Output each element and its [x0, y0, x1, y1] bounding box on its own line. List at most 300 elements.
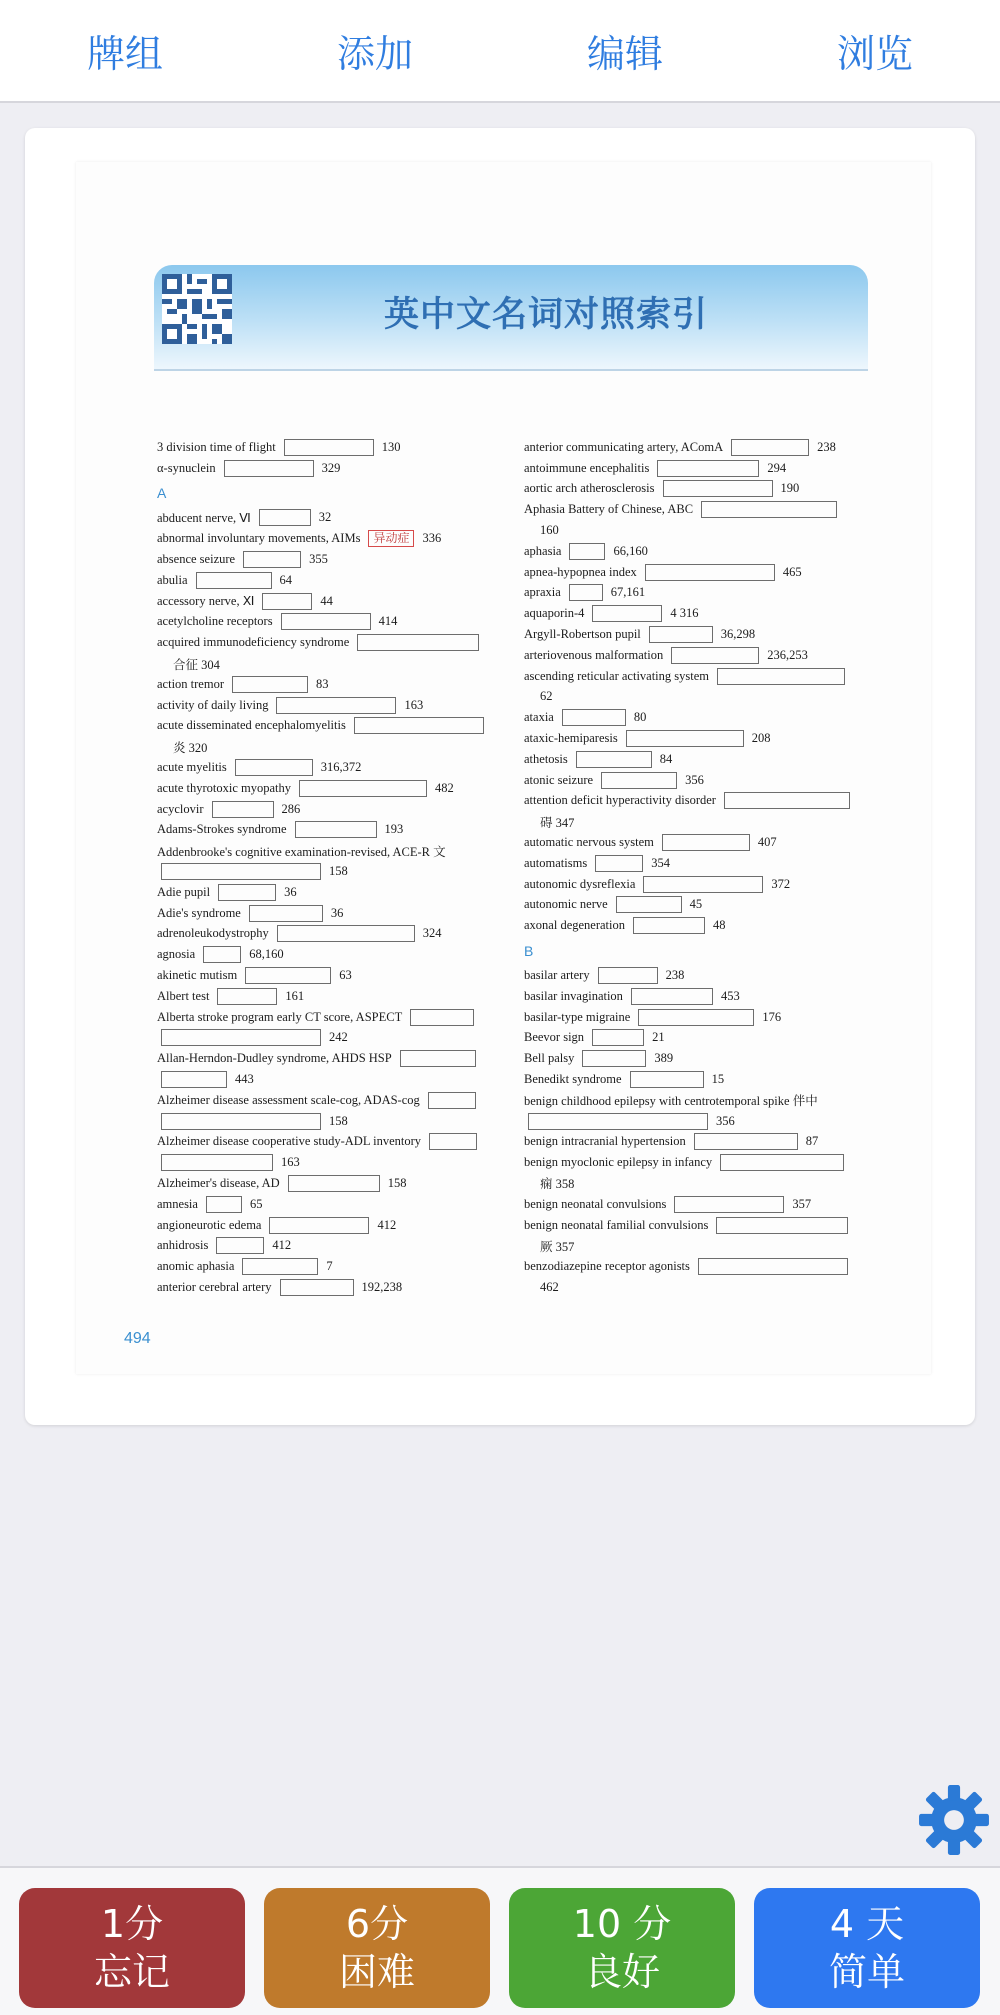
index-entry [524, 915, 864, 936]
index-entry [524, 1132, 864, 1153]
index-entry [524, 853, 864, 874]
index-entry [524, 1111, 864, 1132]
index-term: abducent nerve, Ⅵ [157, 510, 251, 525]
index-term: benign neonatal convulsions [524, 1196, 667, 1211]
index-term: Alzheimer disease assessment scale-cog, ADAS-cog [157, 1092, 420, 1107]
index-entry [157, 861, 497, 882]
index-term: ataxia [524, 710, 554, 725]
index-entry [524, 1007, 864, 1028]
page-ref: 336 [422, 531, 442, 546]
scanned-index-page [76, 162, 931, 1374]
cloze-box[interactable] [212, 801, 274, 818]
page-ref: 36 [284, 884, 297, 899]
index-term: benign neonatal familial convulsions [524, 1217, 709, 1232]
index-term: apnea-hypopnea index [524, 564, 637, 579]
index-term: abnormal involuntary movements, AIMs [157, 531, 361, 546]
cloze-box[interactable] [657, 460, 759, 477]
index-term: apraxia [524, 585, 561, 600]
index-entry [157, 1111, 497, 1132]
page-ref: 453 [720, 988, 740, 1003]
cloze-box[interactable] [276, 697, 396, 714]
cloze-box[interactable] [638, 1009, 754, 1026]
index-column-left [157, 437, 497, 1298]
page-ref: 80 [633, 710, 647, 725]
cloze-box[interactable] [649, 626, 713, 643]
cloze-box[interactable] [601, 772, 677, 789]
index-entry [524, 791, 864, 812]
cloze-box[interactable] [249, 905, 323, 922]
index-entry [157, 1194, 497, 1215]
index-term: angioneurotic edema [157, 1217, 262, 1232]
cloze-box[interactable] [698, 1258, 848, 1275]
index-term: Addenbrooke's cognitive examination-revised, ACE-R 文 [157, 844, 446, 859]
index-term: axonal degeneration [524, 918, 625, 933]
index-term: akinetic mutism [157, 968, 238, 983]
index-column-right [524, 437, 864, 1298]
index-entry [524, 1048, 864, 1069]
index-entry [157, 612, 497, 633]
page-ref: 190 [780, 481, 800, 496]
cloze-box[interactable] [410, 1009, 474, 1026]
page-ref: 130 [381, 439, 401, 454]
cloze-box[interactable] [598, 967, 658, 984]
qr-code-icon [162, 273, 232, 345]
cloze-box[interactable] [592, 1029, 644, 1046]
gear-icon[interactable] [916, 1782, 992, 1858]
index-term: anterior cerebral artery [157, 1279, 272, 1294]
answer-button-again[interactable] [19, 1888, 245, 2008]
index-term: automatisms [524, 855, 588, 870]
card-view[interactable] [25, 128, 975, 1425]
cloze-box[interactable] [161, 1154, 273, 1171]
page-ref: 15 [711, 1072, 725, 1086]
page-ref: 4 316 [670, 606, 699, 621]
index-term: absence seizure [157, 552, 236, 567]
index-term: ataxic-hemiparesis [524, 731, 618, 746]
index-entry [157, 570, 497, 591]
answer-button-good[interactable] [509, 1888, 735, 2008]
index-entry [157, 437, 497, 458]
answer-label: 忘记 [93, 1950, 170, 1994]
page-ref: 286 [281, 801, 301, 816]
index-term: Benedikt syndrome [524, 1072, 622, 1086]
page-ref: 21 [652, 1030, 665, 1045]
tab-browse[interactable]: 浏览 [836, 32, 913, 76]
index-term: aphasia [524, 543, 562, 558]
index-entry [157, 882, 497, 903]
cloze-box[interactable] [161, 863, 321, 880]
answer-interval: 10 分 [572, 1902, 672, 1946]
page-ref: 7 [326, 1259, 333, 1274]
index-entry [157, 1090, 497, 1111]
page-ref: 48 [713, 918, 726, 933]
page-ref: 316,372 [320, 760, 362, 775]
page-ref: 158 [329, 1113, 348, 1128]
cloze-box[interactable] [284, 439, 374, 456]
cloze-box[interactable] [217, 988, 277, 1005]
page-ref: 465 [782, 564, 802, 579]
index-term: abulia [157, 572, 188, 587]
index-entry-continuation: 痫 358 [540, 1177, 575, 1192]
cloze-box[interactable] [724, 792, 850, 809]
page-ref: 407 [757, 835, 777, 850]
index-term: Albert test [157, 988, 210, 1003]
index-entry [157, 924, 497, 945]
page-ref: 63 [339, 968, 352, 983]
index-entry [524, 1256, 864, 1277]
page-ref: 208 [751, 731, 771, 746]
page-ref: 324 [422, 926, 442, 941]
page-ref: 44 [320, 593, 333, 608]
index-entry [524, 965, 864, 986]
index-entry [524, 583, 864, 604]
page-ref: 32 [318, 510, 332, 525]
cloze-box[interactable] [357, 634, 479, 651]
index-section-letter: A [157, 485, 167, 502]
page-ref: 192,238 [361, 1279, 403, 1294]
cloze-box[interactable] [595, 855, 643, 872]
answer-label: 良好 [583, 1950, 660, 1994]
index-term: antoimmune encephalitis [524, 460, 650, 475]
page-ref: 354 [651, 855, 670, 870]
index-entry [524, 1215, 864, 1236]
page-ref: 238 [665, 968, 685, 983]
index-entry [157, 903, 497, 924]
index-term: Aphasia Battery of Chinese, ABC [524, 502, 694, 517]
index-entry-continuation: 合征 304 [173, 657, 220, 672]
page-number: 494 [124, 1330, 151, 1347]
index-term: Alzheimer disease cooperative study-ADL inventory [157, 1134, 422, 1149]
index-term: Beevor sign [524, 1030, 585, 1045]
index-term: accessory nerve, Ⅺ [157, 594, 255, 609]
top-tab-bar [0, 0, 1000, 103]
index-term: athetosis [524, 751, 568, 766]
index-entry [524, 895, 864, 916]
index-term: aquaporin-4 [524, 606, 585, 621]
index-entry-continuation: 炎 320 [173, 740, 208, 755]
index-entry [157, 591, 497, 612]
answer-interval: 1分 [100, 1902, 164, 1946]
index-term: benzodiazepine receptor agonists [524, 1259, 690, 1274]
index-entry [157, 632, 497, 653]
index-term: Adie's syndrome [157, 905, 241, 920]
cloze-box[interactable] [281, 613, 371, 630]
index-entry [157, 820, 497, 841]
cloze-box[interactable] [528, 1113, 708, 1130]
page-ref: 356 [716, 1113, 735, 1128]
answer-label: 困难 [338, 1950, 415, 1994]
index-term: Adie pupil [157, 884, 211, 899]
index-entry [157, 1173, 497, 1194]
index-entry [157, 986, 497, 1007]
index-entry [157, 716, 497, 737]
index-entry [157, 674, 497, 695]
index-term: adrenoleukodystrophy [157, 926, 269, 941]
page-ref: 158 [387, 1175, 407, 1190]
cloze-box[interactable] [720, 1154, 844, 1171]
cloze-box[interactable] [645, 564, 775, 581]
page-ref: 356 [685, 772, 704, 787]
page-ref: 67,161 [610, 585, 646, 600]
cloze-box[interactable] [428, 1092, 476, 1109]
cloze-box[interactable] [259, 509, 311, 526]
index-term: arteriovenous malformation [524, 647, 664, 662]
index-term: attention deficit hyperactivity disorder [524, 793, 716, 808]
index-term: benign childhood epilepsy with centrotemporal spike 伴中 [524, 1094, 818, 1109]
index-entry [524, 603, 864, 624]
index-entry [157, 1028, 497, 1049]
index-entry [157, 1215, 497, 1236]
index-term: benign intracranial hypertension [524, 1134, 686, 1149]
index-entry-continuation: 462 [540, 1279, 559, 1294]
cloze-box[interactable] [203, 946, 241, 963]
page-ref: 193 [384, 822, 404, 837]
page-ref: 68,160 [249, 947, 284, 962]
index-term: autonomic dysreflexia [524, 876, 636, 891]
cloze-box[interactable] [674, 1196, 784, 1213]
index-term: Alzheimer's disease, AD [157, 1175, 280, 1190]
page-ref: 158 [329, 864, 348, 879]
cloze-box[interactable] [354, 717, 484, 734]
page-ref: 355 [309, 552, 328, 567]
page-ref: 357 [792, 1196, 812, 1211]
cloze-box[interactable] [626, 730, 744, 747]
cloze-box[interactable] [429, 1133, 477, 1150]
page-ref: 163 [281, 1155, 300, 1170]
page-ref: 329 [321, 460, 341, 475]
cloze-box[interactable] [731, 439, 809, 456]
index-entry [524, 1028, 864, 1049]
cloze-box[interactable] [631, 988, 713, 1005]
index-entry [524, 832, 864, 853]
index-entry [157, 508, 497, 529]
index-entry [157, 1069, 497, 1090]
index-entry [157, 757, 497, 778]
page-ref: 412 [377, 1217, 397, 1232]
index-term: basilar invagination [524, 988, 623, 1003]
cloze-box[interactable] [569, 584, 603, 601]
index-entry [524, 749, 864, 770]
cloze-box[interactable] [262, 593, 312, 610]
index-term: benign myoclonic epilepsy in infancy [524, 1155, 713, 1170]
answer-button-hard[interactable] [264, 1888, 490, 2008]
cloze-box[interactable] [269, 1217, 369, 1234]
page-ref: 242 [329, 1030, 348, 1045]
index-entry [157, 1152, 497, 1173]
index-term: Bell palsy [524, 1051, 575, 1066]
index-term: 3 division time of flight [157, 439, 276, 454]
index-entry [524, 562, 864, 583]
revealed-cloze-box[interactable]: 异动症 [368, 530, 414, 547]
index-entry [157, 695, 497, 716]
page-ref: 84 [659, 751, 673, 766]
answer-interval: 6分 [345, 1902, 409, 1946]
page-ref: 294 [767, 460, 787, 475]
cloze-box[interactable] [216, 1237, 264, 1254]
index-entry-continuation: 160 [540, 523, 559, 538]
page-ref: 36,298 [720, 627, 756, 642]
index-term: Adams-Strokes syndrome [157, 822, 287, 837]
index-entry [524, 458, 864, 479]
page-ref: 443 [235, 1072, 254, 1086]
index-entry [157, 840, 497, 861]
cloze-box[interactable] [616, 896, 682, 913]
index-term: anomic aphasia [157, 1259, 235, 1274]
index-entry-continuation: 碍 347 [540, 815, 575, 830]
index-section-letter: B [524, 942, 534, 959]
page-ref: 36 [330, 905, 344, 920]
tab-add[interactable]: 添加 [336, 32, 413, 76]
index-entry [157, 965, 497, 986]
index-entry [524, 707, 864, 728]
index-entry [524, 645, 864, 666]
cloze-box[interactable] [694, 1133, 798, 1150]
index-term: automatic nervous system [524, 835, 654, 850]
index-entry [524, 1069, 864, 1090]
cloze-box[interactable] [701, 501, 837, 518]
cloze-box[interactable] [663, 480, 773, 497]
index-term: atonic seizure [524, 772, 594, 787]
cloze-box[interactable] [224, 460, 314, 477]
cloze-box[interactable] [161, 1113, 321, 1130]
index-entry [157, 1256, 497, 1277]
cloze-box[interactable] [569, 543, 605, 560]
answer-label: 简单 [828, 1950, 905, 1994]
index-term: α-synuclein [157, 460, 216, 475]
cloze-box[interactable] [242, 1258, 318, 1275]
index-entry [157, 1277, 497, 1298]
page-ref: 65 [249, 1196, 263, 1211]
index-term: agnosia [157, 947, 196, 962]
cloze-box[interactable] [717, 668, 845, 685]
index-entry [524, 1152, 864, 1173]
index-entry [524, 624, 864, 645]
page-ref: 482 [435, 780, 454, 795]
index-entry [524, 437, 864, 458]
page-ref: 45 [689, 897, 703, 912]
cloze-box[interactable] [671, 647, 759, 664]
cloze-box[interactable] [716, 1217, 848, 1234]
index-entry [157, 458, 497, 479]
index-entry [157, 1132, 497, 1153]
index-entry-continuation: 62 [540, 689, 553, 704]
answer-interval: 4 天 [829, 1902, 905, 1946]
index-entry [524, 770, 864, 791]
page-ref: 83 [316, 676, 329, 691]
cloze-box[interactable] [206, 1196, 242, 1213]
index-entry [524, 479, 864, 500]
index-entry-continuation: 厥 357 [540, 1239, 575, 1254]
page-banner-title: 英中文名词对照索引 [383, 295, 708, 335]
cloze-box[interactable] [662, 834, 750, 851]
cloze-box[interactable] [232, 676, 308, 693]
tab-edit[interactable]: 编辑 [586, 32, 663, 76]
index-term: Allan-Herndon-Dudley syndrome, AHDS HSP [157, 1051, 392, 1066]
index-term: autonomic nerve [524, 897, 608, 912]
index-entry [157, 1007, 497, 1028]
index-term: aortic arch atherosclerosis [524, 481, 655, 496]
page-ref: 414 [378, 614, 398, 629]
index-term: acquired immunodeficiency syndrome [157, 635, 350, 650]
cloze-box[interactable] [630, 1071, 704, 1088]
index-term: acute thyrotoxic myopathy [157, 780, 291, 795]
cloze-box[interactable] [243, 551, 301, 568]
index-entry [157, 778, 497, 799]
page-ref: 176 [762, 1009, 782, 1024]
index-entry [524, 986, 864, 1007]
page-ref: 372 [771, 876, 791, 891]
cloze-box[interactable] [280, 1279, 354, 1296]
index-term: amnesia [157, 1196, 198, 1211]
index-term: basilar artery [524, 968, 590, 983]
cloze-box[interactable] [582, 1050, 646, 1067]
page-ref: 64 [279, 572, 293, 587]
cloze-box[interactable] [295, 821, 377, 838]
index-entry [157, 1235, 497, 1256]
index-entry [157, 528, 497, 549]
index-term: acute disseminated encephalomyelitis [157, 718, 346, 733]
index-term: action tremor [157, 676, 224, 691]
cloze-box[interactable] [562, 709, 626, 726]
index-entry [524, 1194, 864, 1215]
answer-bar [0, 1866, 1000, 2015]
cloze-box[interactable] [288, 1175, 380, 1192]
index-entry [157, 799, 497, 820]
page-ref: 66,160 [613, 543, 648, 558]
index-term: acetylcholine receptors [157, 614, 273, 629]
page-ref: 389 [654, 1051, 674, 1066]
banner-divider [154, 369, 868, 371]
index-entry [524, 499, 864, 520]
index-entry [524, 874, 864, 895]
cloze-box[interactable] [196, 572, 272, 589]
index-entry [157, 944, 497, 965]
page-ref: 163 [404, 697, 424, 712]
index-entry [524, 541, 864, 562]
index-entry [524, 1090, 864, 1111]
cloze-box[interactable] [633, 917, 705, 934]
cloze-box[interactable] [576, 751, 652, 768]
index-term: ascending reticular activating system [524, 668, 710, 683]
cloze-box[interactable] [643, 876, 763, 893]
cloze-box[interactable] [161, 1071, 227, 1088]
index-term: acute myelitis [157, 760, 227, 775]
cloze-box[interactable] [245, 967, 331, 984]
cloze-box[interactable] [161, 1029, 321, 1046]
index-term: Alberta stroke program early CT score, ASPECT [157, 1009, 403, 1024]
index-entry [524, 728, 864, 749]
index-term: anterior communicating artery, AComA [524, 439, 724, 454]
page-ref: 161 [285, 988, 305, 1003]
index-term: acyclovir [157, 801, 204, 816]
index-term: Argyll-Robertson pupil [524, 627, 641, 642]
cloze-box[interactable] [400, 1050, 476, 1067]
cloze-box[interactable] [235, 759, 313, 776]
answer-button-easy[interactable] [754, 1888, 980, 2008]
page-ref: 238 [817, 439, 836, 454]
cloze-box[interactable] [592, 605, 662, 622]
tab-decks[interactable]: 牌组 [86, 32, 163, 76]
index-entry [157, 1048, 497, 1069]
page-ref: 412 [272, 1238, 292, 1253]
cloze-box[interactable] [218, 884, 276, 901]
index-entry [524, 666, 864, 687]
cloze-box[interactable] [299, 780, 427, 797]
cloze-box[interactable] [277, 925, 415, 942]
index-term: anhidrosis [157, 1238, 209, 1253]
index-entry [157, 549, 497, 570]
page-ref: 236,253 [767, 647, 808, 662]
